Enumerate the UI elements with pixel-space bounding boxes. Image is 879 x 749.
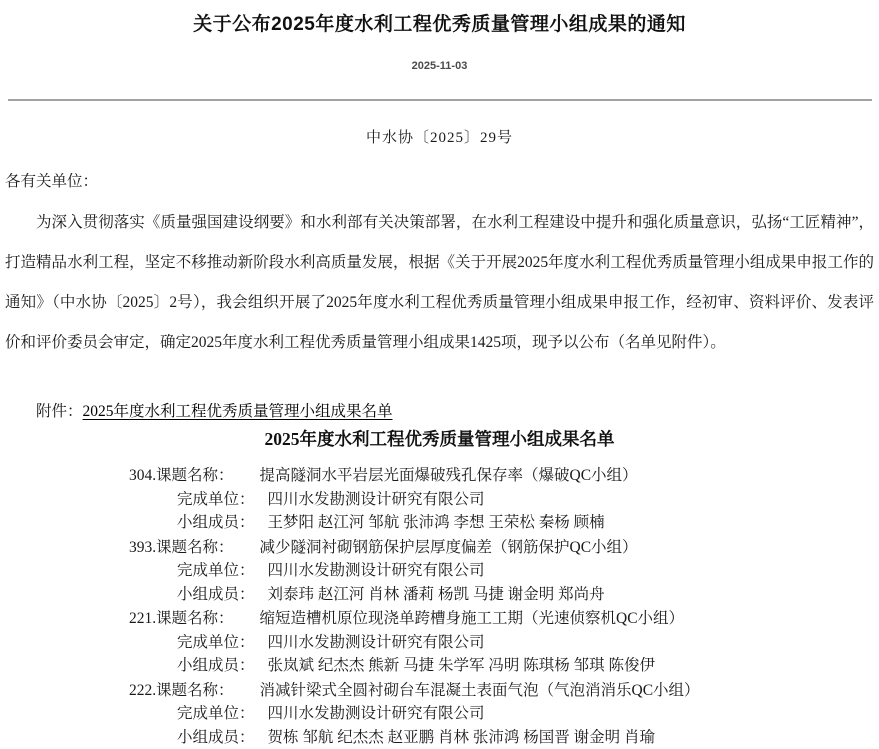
entry-unit: 四川水发勘测设计研究有限公司 (268, 702, 485, 726)
indent-spacer (129, 511, 177, 535)
entry-members: 张岚斌 纪杰杰 熊新 马捷 朱学军 冯明 陈琪杨 邹琪 陈俊伊 (268, 654, 656, 678)
entry-topic-line (129, 607, 879, 631)
entry-unit: 四川水发勘测设计研究有限公司 (268, 559, 485, 583)
members-label: 小组成员： (177, 511, 255, 535)
divider (8, 99, 872, 101)
indent-spacer (129, 654, 177, 678)
attachment-label: 附件： (36, 403, 83, 420)
entry-number: 304. (129, 464, 156, 488)
entry-topic: 缩短造槽机原位现浇单跨槽身施工工期（光速侦察机QC小组） (260, 607, 685, 631)
members-label: 小组成员： (177, 583, 255, 607)
entry-topic-line (129, 679, 879, 703)
list-item (129, 536, 879, 607)
topic-label: 课题名称： (156, 536, 234, 560)
unit-label: 完成单位： (177, 631, 255, 655)
indent-spacer (129, 702, 177, 726)
entry-topic-line (129, 536, 879, 560)
topic-label: 课题名称： (156, 464, 234, 488)
entry-members-line (129, 654, 879, 678)
entry-unit: 四川水发勘测设计研究有限公司 (268, 488, 485, 512)
entry-members: 刘泰玮 赵江河 肖林 潘莉 杨凯 马捷 谢金明 郑尚舟 (268, 583, 605, 607)
unit-label: 完成单位： (177, 702, 255, 726)
entry-members-line (129, 583, 879, 607)
entry-topic: 提高隧洞水平岩层光面爆破残孔保存率（爆破QC小组） (260, 464, 638, 488)
entry-unit-line (129, 702, 879, 726)
indent-spacer (129, 726, 177, 749)
results-list (0, 464, 879, 749)
attachment-link[interactable]: 2025年度水利工程优秀质量管理小组成果名单 (83, 403, 393, 420)
list-title: 2025年度水利工程优秀质量管理小组成果名单 (0, 427, 879, 451)
indent-spacer (129, 488, 177, 512)
unit-label: 完成单位： (177, 559, 255, 583)
entry-topic: 消减针梁式全圆衬砌台车混凝土表面气泡（气泡消消乐QC小组） (260, 679, 700, 703)
salutation: 各有关单位： (0, 173, 879, 191)
entry-unit-line (129, 631, 879, 655)
attachment-row (0, 401, 879, 423)
body-paragraph: 为深入贯彻落实《质量强国建设纲要》和水利部有关决策部署，在水利工程建设中提升和强化质量意识，弘扬“工匠精神”，打造精品水利工程，坚定不移推动新阶段水利高质量发展，根据《关于开展2025年度水利工程优秀质量管理小组成果申报工作的通知》（中水协〔2025〕2号），我会组织开展了2025年度水利工程优秀质量管理小组成果申报工作，经初审、资料评价、发表评价和评价委员会审定，确定2025年度水利工程优秀质量管理小组成果1425项，现予以公布（名单见附件）。 (0, 203, 879, 363)
indent-spacer (129, 631, 177, 655)
entry-unit-line (129, 488, 879, 512)
entry-number: 393. (129, 536, 156, 560)
list-item (129, 679, 879, 749)
entry-unit-line (129, 559, 879, 583)
entry-members: 贺栋 邹航 纪杰杰 赵亚鹏 肖林 张沛鸿 杨国晋 谢金明 肖瑜 (268, 726, 656, 749)
entry-members-line (129, 511, 879, 535)
entry-number: 222. (129, 679, 156, 703)
list-item (129, 607, 879, 678)
page-title: 关于公布2025年度水利工程优秀质量管理小组成果的通知 (0, 0, 879, 36)
members-label: 小组成员： (177, 726, 255, 749)
entry-unit: 四川水发勘测设计研究有限公司 (268, 631, 485, 655)
list-item (129, 464, 879, 535)
topic-label: 课题名称： (156, 607, 234, 631)
members-label: 小组成员： (177, 654, 255, 678)
indent-spacer (129, 559, 177, 583)
indent-spacer (129, 583, 177, 607)
entry-topic-line (129, 464, 879, 488)
entry-topic: 减少隧洞衬砌钢筋保护层厚度偏差（钢筋保护QC小组） (260, 536, 638, 560)
unit-label: 完成单位： (177, 488, 255, 512)
publish-date: 2025-11-03 (0, 60, 879, 72)
topic-label: 课题名称： (156, 679, 234, 703)
entry-members: 王梦阳 赵江河 邹航 张沛鸿 李想 王荣松 秦杨 顾楠 (268, 511, 605, 535)
doc-number: 中水协〔2025〕29号 (0, 126, 879, 147)
entry-number: 221. (129, 607, 156, 631)
entry-members-line (129, 726, 879, 749)
